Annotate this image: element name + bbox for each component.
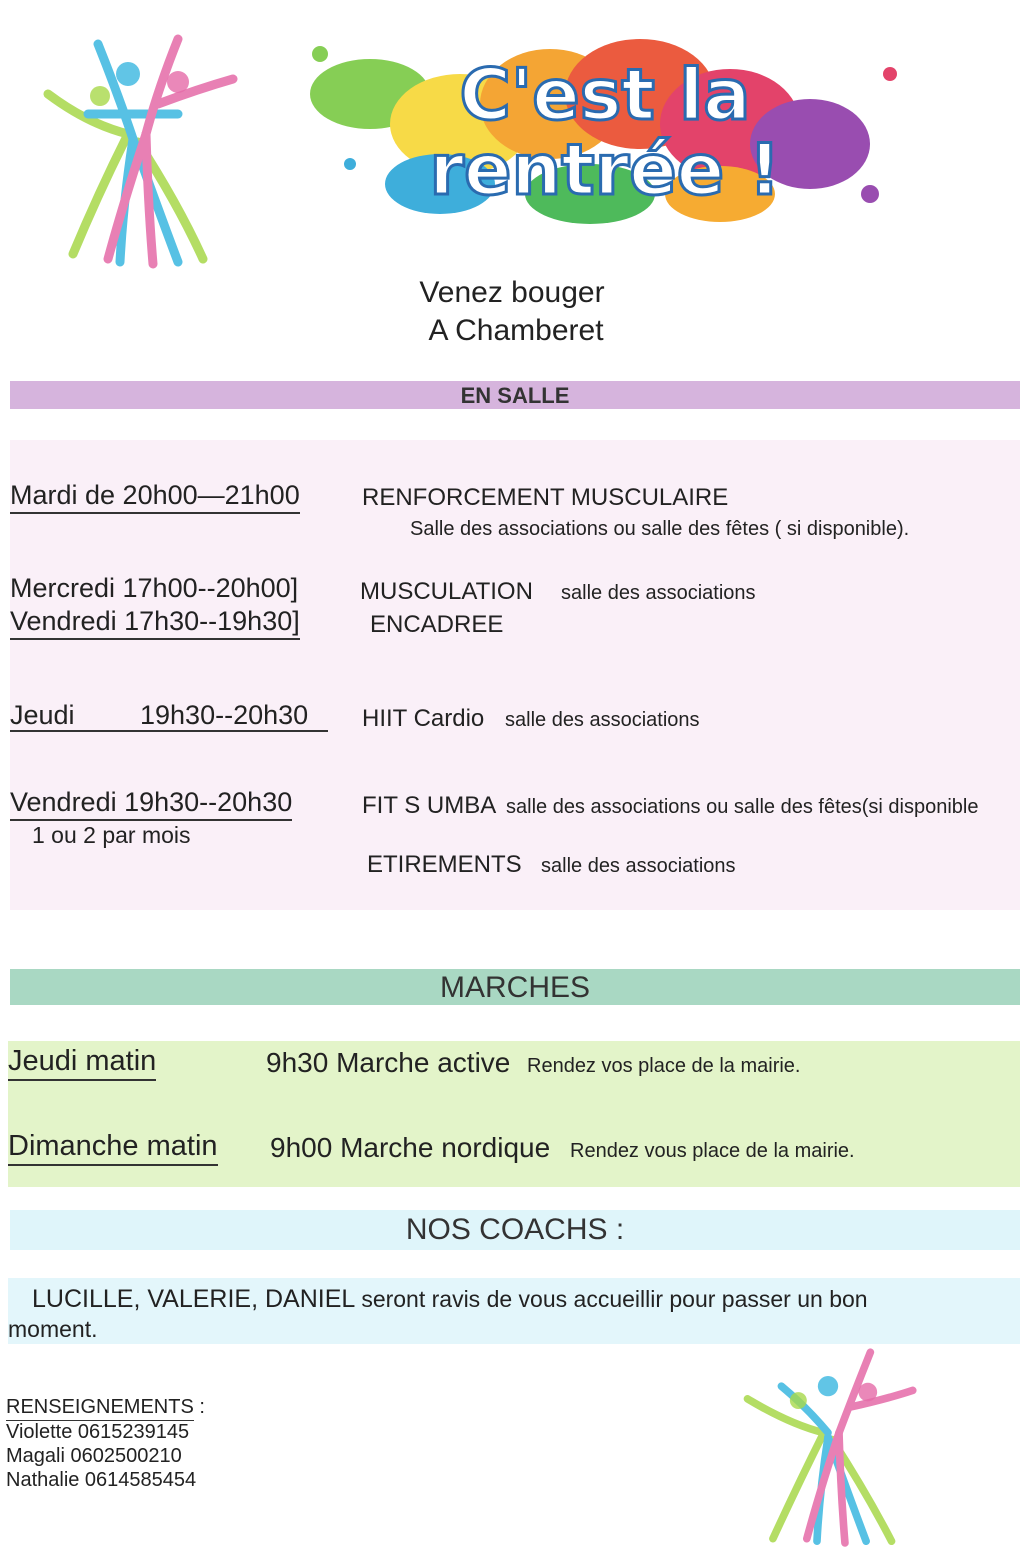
contact-line: Violette 0615239145 [6,1421,190,1443]
activity-location: salle des associations [541,855,736,877]
coach-names: LUCILLE, VALERIE, DANIEL [32,1285,355,1313]
schedule-day: Mardi de 20h00—21h00 [10,480,300,514]
activity-name: HIIT Cardio [362,705,485,732]
section-header-coachs: NOS COACHS : [10,1210,1020,1250]
dancing-figures-icon [730,1348,926,1548]
subtitle-line1: Venez bouger [419,276,605,309]
walk-activity: 9h30 Marche active [266,1047,511,1078]
coachs-message [8,1284,1008,1344]
activity-name: ENCADREE [370,611,504,638]
activity-name: FIT S UMBA [362,792,497,819]
walk-day: Jeudi matin [8,1045,156,1081]
activity-location: Salle des associations ou salle des fêtes ( si disponible). [410,518,910,540]
banner-line2: rentrée ! [429,129,781,211]
schedule-day: Jeudi 19h30--20h30 [10,700,328,732]
schedule-day: Mercredi 17h00--20h00] [10,573,299,603]
coach-text: seront ravis de vous accueillir pour passer un bon [361,1286,868,1312]
section-header-marches: MARCHES [10,969,1020,1005]
contact-line: Nathalie 0614585454 [6,1469,197,1491]
activity-location: salle des associations [505,709,700,731]
activity-name: MUSCULATION [360,578,533,605]
subtitle-line2: A Chamberet [428,314,604,347]
activity-location: salle des associations [561,582,756,604]
walk-activity: 9h00 Marche nordique [270,1132,551,1163]
schedule-day: Vendredi 19h30--20h30 [10,787,292,821]
activity-location: salle des associations ou salle des fêtes(si disponible [506,796,979,818]
dancing-figures-icon [28,34,238,270]
schedule-day: Vendredi 17h30--19h30] [10,606,300,640]
activity-name: ETIREMENTS [367,851,522,878]
walk-day: Dimanche matin [8,1130,218,1166]
walk-location: Rendez vos place de la mairie. [527,1055,801,1077]
banner-line1: C'est la [459,54,751,136]
paint-splash-banner [290,14,920,234]
contact-line: Magali 0602500210 [6,1445,182,1467]
activity-name: RENFORCEMENT MUSCULAIRE [362,484,729,511]
walk-location: Rendez vous place de la mairie. [570,1140,855,1162]
contacts-title: RENSEIGNEMENTS : [6,1396,205,1421]
schedule-note: 1 ou 2 par mois [32,822,191,848]
coach-text-line2: moment. [8,1316,98,1342]
section-header-salle: EN SALLE [10,381,1020,409]
